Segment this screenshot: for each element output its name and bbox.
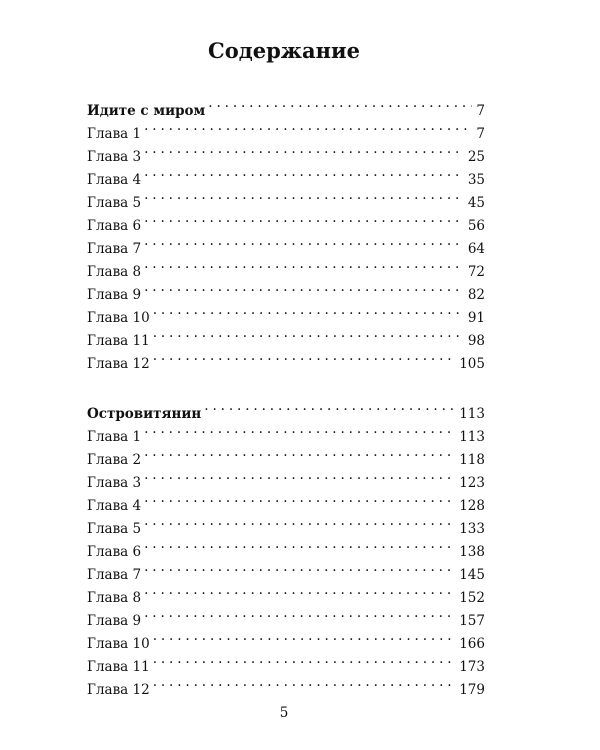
toc-heading-label: Идите с миром: [87, 100, 208, 123]
toc-chapter-label: Глава 3: [87, 146, 144, 169]
dot-leader: [208, 92, 472, 115]
toc-chapter-page: 123: [455, 472, 485, 495]
toc-chapter-row[interactable]: [87, 556, 485, 583]
toc-chapter-label: Глава 5: [87, 518, 144, 541]
toc-chapter-label: Глава 10: [87, 307, 153, 330]
toc-chapter-label: Глава 8: [87, 261, 144, 284]
dot-leader: [144, 207, 464, 230]
toc-chapter-page: 82: [464, 284, 485, 307]
toc-chapter-label: Глава 7: [87, 238, 144, 261]
dot-leader: [144, 510, 455, 533]
dot-leader: [153, 299, 464, 322]
toc-chapter-page: 72: [464, 261, 485, 284]
dot-leader: [153, 322, 464, 345]
toc-chapter-label: Глава 5: [87, 192, 144, 215]
toc-chapter-label: Глава 4: [87, 495, 144, 518]
dot-leader: [153, 648, 456, 671]
toc-chapter-page: 35: [464, 169, 485, 192]
toc-chapter-page: 45: [464, 192, 485, 215]
toc-chapter-page: 166: [455, 633, 485, 656]
toc-chapter-page: 173: [455, 656, 485, 679]
toc-heading-page: 113: [455, 403, 485, 426]
toc-chapter-page: 56: [464, 215, 485, 238]
toc-chapter-row[interactable]: [87, 602, 485, 629]
toc-chapter-row[interactable]: [87, 276, 485, 303]
toc-chapter-page: 145: [455, 564, 485, 587]
toc-chapter-page: 91: [464, 307, 485, 330]
toc-chapter-label: Глава 10: [87, 633, 153, 656]
toc-chapter-row[interactable]: [87, 487, 485, 514]
toc-chapter-row[interactable]: [87, 161, 485, 188]
dot-leader: [144, 184, 464, 207]
toc-chapter-page: 138: [455, 541, 485, 564]
toc-chapter-row[interactable]: [87, 533, 485, 560]
toc-chapter-label: Глава 2: [87, 449, 144, 472]
toc-chapter-row[interactable]: [87, 671, 485, 698]
toc-chapter-label: Глава 12: [87, 353, 153, 376]
toc-chapter-row[interactable]: [87, 115, 485, 142]
dot-leader: [204, 395, 455, 418]
toc-chapter-label: Глава 1: [87, 123, 144, 146]
toc-chapter-label: Глава 6: [87, 215, 144, 238]
toc-chapter-page: 105: [455, 353, 485, 376]
dot-leader: [144, 418, 455, 441]
toc-chapter-page: 25: [464, 146, 485, 169]
toc-section-heading[interactable]: [87, 92, 485, 119]
toc-chapter-page: 113: [455, 426, 485, 449]
toc-chapter-row[interactable]: [87, 138, 485, 165]
toc-chapter-row[interactable]: [87, 345, 485, 372]
toc-chapter-page: 98: [464, 330, 485, 353]
toc-chapter-row[interactable]: [87, 625, 485, 652]
toc-chapter-row[interactable]: [87, 299, 485, 326]
page-title: Содержание: [208, 38, 360, 63]
toc-chapter-label: Глава 12: [87, 679, 153, 702]
dot-leader: [144, 161, 464, 184]
toc-chapter-label: Глава 4: [87, 169, 144, 192]
toc-chapter-row[interactable]: [87, 648, 485, 675]
toc-chapter-row[interactable]: [87, 322, 485, 349]
dot-leader: [144, 533, 455, 556]
dot-leader: [144, 230, 464, 253]
toc-chapter-label: Глава 11: [87, 330, 153, 353]
toc-heading-page: 7: [472, 100, 485, 123]
toc-chapter-label: Глава 9: [87, 610, 144, 633]
toc-chapter-row[interactable]: [87, 207, 485, 234]
toc-chapter-row[interactable]: [87, 184, 485, 211]
toc-chapter-label: Глава 1: [87, 426, 144, 449]
dot-leader: [144, 115, 472, 138]
dot-leader: [153, 671, 456, 694]
toc-section-heading[interactable]: [87, 395, 485, 422]
toc-chapter-label: Глава 3: [87, 472, 144, 495]
dot-leader: [144, 138, 464, 161]
toc-chapter-row[interactable]: [87, 441, 485, 468]
toc-chapter-label: Глава 6: [87, 541, 144, 564]
toc-section-1: [87, 92, 485, 372]
dot-leader: [153, 345, 456, 368]
dot-leader: [144, 276, 464, 299]
dot-leader: [144, 579, 455, 602]
toc-chapter-page: 64: [464, 238, 485, 261]
toc-chapter-page: 157: [455, 610, 485, 633]
toc-chapter-row[interactable]: [87, 418, 485, 445]
toc-chapter-row[interactable]: [87, 230, 485, 257]
toc-chapter-row[interactable]: [87, 579, 485, 606]
toc-chapter-row[interactable]: [87, 464, 485, 491]
toc-chapter-label: Глава 8: [87, 587, 144, 610]
toc-chapter-page: 118: [455, 449, 485, 472]
toc-chapter-page: 7: [472, 123, 485, 146]
toc-chapter-label: Глава 7: [87, 564, 144, 587]
toc-chapter-page: 133: [455, 518, 485, 541]
toc-heading-label: Островитянин: [87, 403, 204, 426]
dot-leader: [144, 602, 455, 625]
dot-leader: [144, 253, 464, 276]
dot-leader: [153, 625, 456, 648]
dot-leader: [144, 556, 455, 579]
toc-section-2: [87, 395, 485, 698]
dot-leader: [144, 441, 455, 464]
toc-chapter-label: Глава 11: [87, 656, 153, 679]
dot-leader: [144, 464, 455, 487]
toc-chapter-page: 128: [455, 495, 485, 518]
page-number: 5: [279, 705, 289, 721]
toc-chapter-page: 179: [455, 679, 485, 702]
dot-leader: [144, 487, 455, 510]
toc-chapter-page: 152: [455, 587, 485, 610]
toc-chapter-label: Глава 9: [87, 284, 144, 307]
toc-chapter-row[interactable]: [87, 510, 485, 537]
toc-chapter-row[interactable]: [87, 253, 485, 280]
